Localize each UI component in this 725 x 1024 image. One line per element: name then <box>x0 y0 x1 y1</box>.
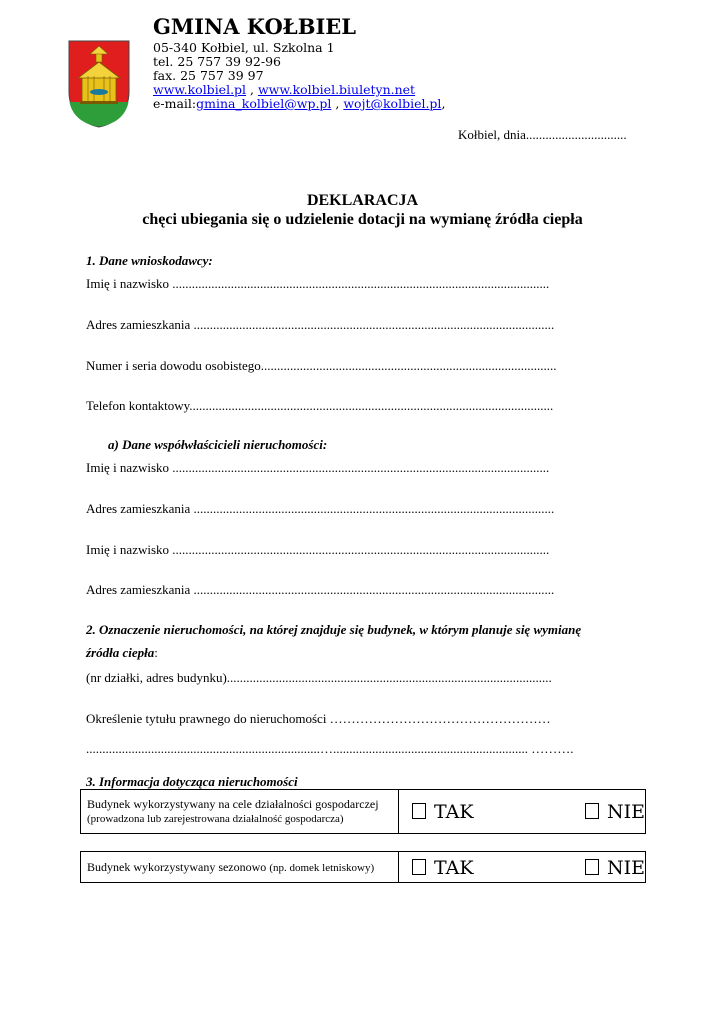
co-owner1-address-field: Adres zamieszkania ............................................................................................................... <box>86 501 555 516</box>
checkbox-icon[interactable] <box>585 803 599 819</box>
yes-label: TAK <box>434 857 474 879</box>
email-prefix: e-mail: <box>153 96 197 111</box>
no-label: NIE <box>607 801 645 823</box>
seasonal-use-answer <box>399 852 646 883</box>
business-use-yes-option[interactable] <box>412 801 474 823</box>
checkbox-icon[interactable] <box>412 859 426 875</box>
website-link-1[interactable]: www.kolbiel.pl <box>153 82 247 97</box>
email-link-2[interactable]: wojt@kolbiel.pl <box>343 96 442 111</box>
org-name: GMINA KOŁBIEL <box>153 14 357 39</box>
co-owner2-name-field: Imię i nazwisko .................................................................................................................... <box>86 542 550 557</box>
yes-label: TAK <box>434 801 474 823</box>
email-suffix: , <box>441 96 446 111</box>
section2-heading-line1: 2. Oznaczenie nieruchomości, na której znajduje się budynek, w którym planuje się wymianę <box>86 622 582 637</box>
section1-heading: 1. Dane wnioskodawcy: <box>86 253 213 268</box>
section2-heading-colon: : <box>154 645 158 660</box>
section3-heading: 3. Informacja dotycząca nieruchomości <box>86 774 298 789</box>
section2-heading-text: źródła ciepła <box>86 645 155 660</box>
business-use-question-text: Budynek wykorzystywany na cele działalności gospodarczej <box>87 797 379 811</box>
org-address: 05-340 Kołbiel, ul. Szkolna 1 <box>153 40 335 55</box>
co-owner1-name-field: Imię i nazwisko .................................................................................................................... <box>86 460 550 475</box>
email-separator: , <box>331 96 344 111</box>
business-use-note: (prowadzona lub zarejestrowana działalność gospodarcza) <box>87 813 344 825</box>
business-use-table <box>80 789 646 834</box>
seasonal-use-question <box>81 852 399 883</box>
date-line: Kołbiel, dnia............................... <box>458 127 627 142</box>
business-use-no-option[interactable] <box>585 801 645 823</box>
business-use-answer <box>399 790 646 834</box>
seasonal-use-table <box>80 851 646 883</box>
gmina-coat-of-arms <box>68 40 130 128</box>
legal-title-continuation-field: ........................................................................…............................................................ ………. <box>86 741 574 756</box>
website-link-2[interactable]: www.kolbiel.biuletyn.net <box>257 82 416 97</box>
co-owner2-address-field: Adres zamieszkania ............................................................................................................... <box>86 582 555 597</box>
seasonal-use-yes-option[interactable] <box>412 857 474 879</box>
legal-title-field: Określenie tytułu prawnego do nieruchomości …………………………………………… <box>86 711 551 726</box>
no-label: NIE <box>607 857 645 879</box>
section2-heading-line2 <box>86 645 158 661</box>
co-owners-heading: a) Dane współwłaścicieli nieruchomości: <box>108 437 328 452</box>
org-websites <box>153 83 415 97</box>
id-document-field: Numer i seria dowodu osobistego........................................................................................... <box>86 358 557 373</box>
business-use-question <box>81 790 399 834</box>
org-fax: fax. 25 757 39 97 <box>153 68 264 83</box>
applicant-name-field: Imię i nazwisko .................................................................................................................... <box>86 276 550 291</box>
org-emails <box>153 97 445 111</box>
email-link-1[interactable]: gmina_kolbiel@wp.pl <box>196 96 332 111</box>
checkbox-icon[interactable] <box>412 803 426 819</box>
phone-field: Telefon kontaktowy................................................................................................................ <box>86 398 554 413</box>
applicant-address-field: Adres zamieszkania ............................................................................................................... <box>86 317 555 332</box>
seasonal-use-note: (np. domek letniskowy) <box>269 861 375 874</box>
document-title: DEKLARACJA <box>306 192 419 209</box>
org-phone: tel. 25 757 39 92-96 <box>153 54 281 69</box>
checkbox-icon[interactable] <box>585 859 599 875</box>
document-subtitle: chęci ubiegania się o udzielenie dotacji na wymianę źródła ciepła <box>142 211 583 228</box>
plot-address-field: (nr działki, adres budynku).................................................................................................... <box>86 670 552 685</box>
seasonal-use-question-text: Budynek wykorzystywany sezonowo <box>87 859 267 874</box>
web-separator: , <box>246 82 258 97</box>
seasonal-use-no-option[interactable] <box>585 857 645 879</box>
